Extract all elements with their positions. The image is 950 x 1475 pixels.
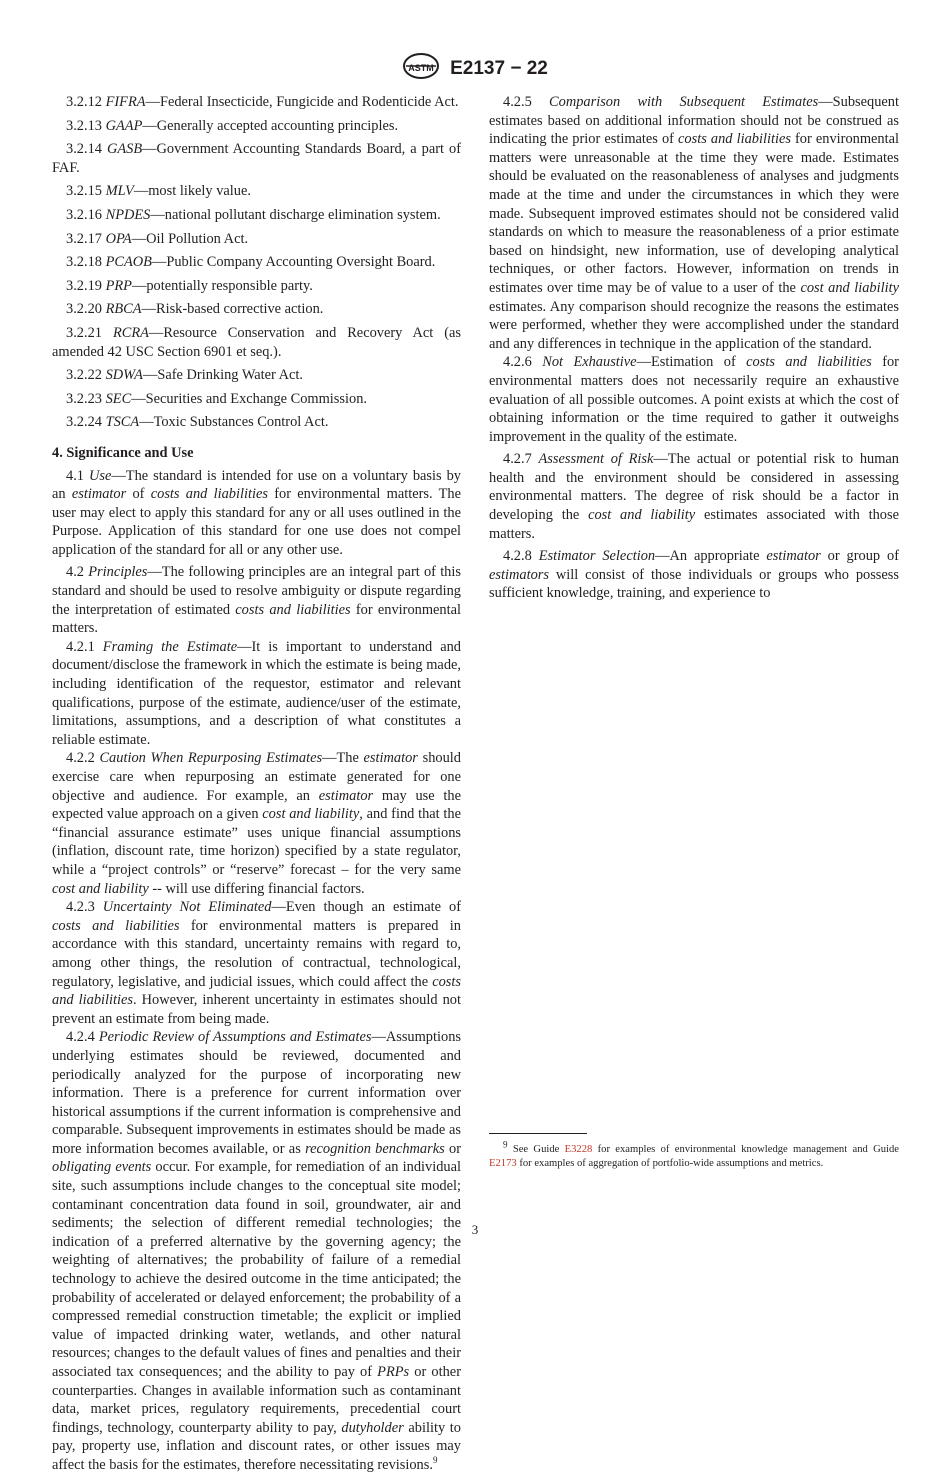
footnote-reference-9[interactable]: 9 [432, 1455, 438, 1466]
right-column [489, 93, 899, 603]
definition-3-2-18: 3.2.18 PCAOB—Public Company Accounting Oversight Board. [66, 254, 436, 271]
definition-3-2-16: 3.2.16 NPDES—national pollutant discharge elimination system. [66, 206, 441, 223]
paragraph-4-2-2: 4.2.2 Caution When Repurposing Estimates—The estimator should exercise care when repurposing an estimate generated for one objective and audience. For example, an estimator may use the expected value approach on a given cost and liability, and find that the “financial assurance estimate” uses unique financial assumptions (inflation, discount rate, time horizon) specified by a state regulator, while a “project controls” or “reserve” forecast – for the very same cost and liability -- will use differing financial factors. [52, 750, 461, 897]
definition-3-2-23: 3.2.23 SEC—Securities and Exchange Commission. [66, 390, 367, 407]
paragraph-4-2-6: 4.2.6 Not Exhaustive—Estimation of costs and liabilities for environmental matters does not necessarily require an exhaustive evaluation of all possible outcomes. A point exists at which the cost of obtaining information or the time required to gather it outweighs improvement in the quality of the estimate. [489, 354, 899, 445]
footnote-divider [489, 1133, 587, 1134]
astm-logo-text: ASTM [408, 63, 434, 73]
paragraph-4-2-7: 4.2.7 Assessment of Risk—The actual or potential risk to human health and the environment should be considered in assessing environmental matters. The degree of risk should be a factor in developing the cost and liability estimates associated with those matters. [489, 451, 899, 542]
paragraph-4-2-5: 4.2.5 Comparison with Subsequent Estimates—Subsequent estimates based on additional information should not be construed as indicating the prior estimates of costs and liabilities for environmental matters were unreasonable at the time they were made. Estimates should be evaluated on the reasonableness of analyses and judgments made at the time and under the circumstances in which they were made. Subsequent improved estimates should not be considered valid standards on which to measure the reasonableness of a prior estimate based on hindsight, new information, use of developing analytical techniques, or other factors. However, information on trends in estimates over time may be of value to a user of the cost and liability estimates. Any comparison should recognize the reasons the estimates were performed, whether they were accomplished under the standard and any differences in technique in the application of the standard. [489, 94, 899, 352]
page-number: 3 [471, 1222, 479, 1237]
footnote-9: $^9$ See Guide E3228 for examples of environmental knowledge management and Guide E2173 for examples of aggregation of portfolio-wide assumptions and metrics. [489, 1139, 899, 1170]
paragraph-4-2-8: 4.2.8 Estimator Selection—An appropriate estimator or group of estimators will consist of those individuals or groups who possess sufficient knowledge, training, and experience to [489, 548, 899, 602]
definition-3-2-17: 3.2.17 OPA—Oil Pollution Act. [66, 230, 249, 247]
link-e3228[interactable]: E3228 [564, 1144, 593, 1155]
paragraph-4-2-3: 4.2.3 Uncertainty Not Eliminated—Even though an estimate of costs and liabilities for environmental matters is prepared in accordance with this standard, uncertainty remains with regard to, among other things, the resolution of contractual, technological, regulatory, legislative, and judicial issues, which could affect the costs and liabilities. However, inherent uncertainty in estimates should not prevent an estimate from being made. [52, 899, 461, 1027]
definition-3-2-19: 3.2.19 PRP—potentially responsible party. [66, 277, 313, 294]
definition-3-2-12: 3.2.12 FIFRA—Federal Insecticide, Fungicide and Rodenticide Act. [66, 94, 459, 110]
definition-3-2-13: 3.2.13 GAAP—Generally accepted accounting principles. [66, 117, 399, 134]
definition-3-2-14: 3.2.14 GASB—Government Accounting Standards Board, a part of FAF. [52, 141, 461, 176]
definition-3-2-22: 3.2.22 SDWA—Safe Drinking Water Act. [66, 367, 303, 384]
paragraph-4-2-1: 4.2.1 Framing the Estimate—It is important to understand and document/disclose the framework in which the estimate is being made, including identification of the requestor, estimator and relevant qualifications, purpose of the estimate, audience/user of the estimate, limitations, assumptions, and a description of what constitutes a reliable estimate. [52, 638, 461, 748]
definition-3-2-20: 3.2.20 RBCA—Risk-based corrective action. [66, 301, 324, 318]
section-4-heading: 4. Significance and Use [52, 444, 194, 461]
standard-designation: E2137 − 22 [450, 57, 548, 79]
paragraph-4-2: 4.2 Principles—The following principles are an integral part of this standard and should be used to resolve ambiguity or dispute regarding the interpretation of estimated costs and liabilities for environmental matters. [52, 564, 461, 637]
definition-3-2-21: 3.2.21 RCRA—Resource Conservation and Recovery Act (as amended 42 USC Section 6901 et seq.). [52, 324, 461, 360]
page-header [0, 52, 950, 85]
left-column [52, 93, 461, 1475]
paragraph-4-1: 4.1 Use—The standard is intended for use on a voluntary basis by an estimator of costs and liabilities for environmental matters. The user may elect to apply this standard for any or all uses outlined in the Purpose. Application of this standard for one use does not compel application of the standard for all or any other use. [52, 467, 462, 558]
definition-3-2-15: 3.2.15 MLV—most likely value. [66, 183, 251, 200]
paragraph-4-2-4: 4.2.4 Periodic Review of Assumptions and Estimates—Assumptions underlying estimates should be reviewed, documented and periodically analyzed for the purpose of incorporating new information. There is a preference for current information over historical assumptions if the current information is comprehensive and comparable. Subsequent improvements in estimates should be made as more information becomes available, or as recognition benchmarks or obligating events occur. For example, for remediation of an individual site, such assumptions include changes to the conceptual site model; contaminant concentration data found in soil, groundwater, air and sediments; the selection of different remedial technologies; the indication of a preferred alternative by the governing agency; the weighting of alternatives; the probability of failure of a remedial technology to achieve the desired outcome in the time anticipated; the probability of accelerated or delayed enforcement; the probability of a compressed remedial construction timetable; the explicit or implied value of impacted drinking water, wetlands, and other natural resources; changes to the default values of fines and penalties and their associated tax consequences; and the ability to pay of PRPs or other counterparties. Changes in available information such as contaminant data, market prices, regulatory requirements, precedential court findings, technology, counterparty ability to pay, dutyholder ability to pay, property use, inflation and discount rates, or other issues may affect the basis for the estimates, therefore necessitating revisions.$^9$ [52, 1029, 462, 1473]
astm-logo-icon [402, 52, 440, 85]
definition-3-2-24: 3.2.24 TSCA—Toxic Substances Control Act. [66, 414, 329, 431]
link-e2173[interactable]: E2173 [489, 1158, 517, 1170]
